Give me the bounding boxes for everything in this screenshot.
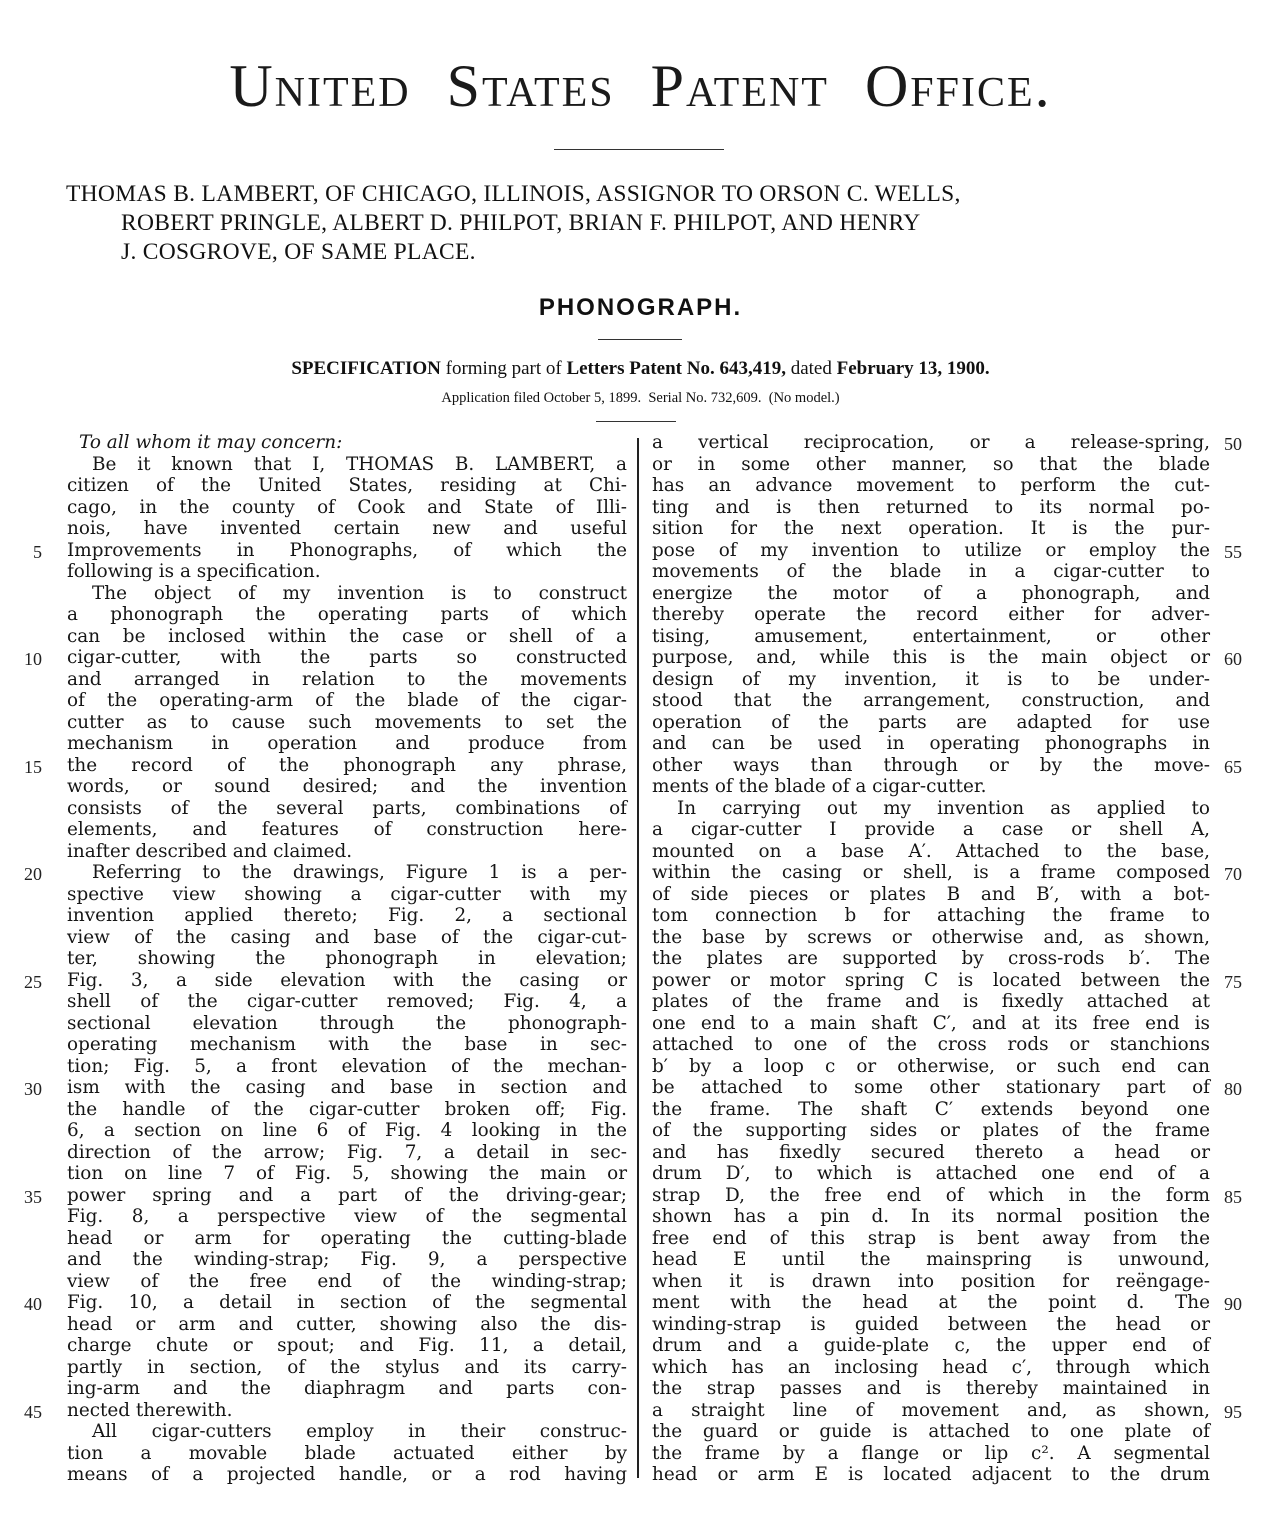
text-line: and the winding-strap; Fig. 9, a perspective bbox=[67, 1249, 627, 1270]
text-line: invention applied thereto; Fig. 2, a sectional bbox=[67, 905, 627, 926]
line-number: 95 bbox=[1224, 1401, 1242, 1422]
line-number: 45 bbox=[24, 1401, 42, 1422]
text-line: Fig. 3, a side elevation with the casing or bbox=[67, 969, 627, 991]
line-number: 15 bbox=[24, 756, 42, 777]
line-number: 85 bbox=[1224, 1186, 1242, 1207]
spec-label: SPECIFICATION bbox=[291, 358, 441, 379]
line-number: 40 bbox=[24, 1294, 42, 1314]
text-line: sectional elevation through the phonograph- bbox=[67, 1012, 627, 1034]
text-line: head E until the mainspring is unwound, bbox=[652, 1249, 1210, 1270]
text-line: view of the free end of the winding-strap; bbox=[67, 1270, 627, 1292]
title-word: Patent bbox=[650, 53, 829, 119]
text-line: be attached to some other stationary part of bbox=[652, 1077, 1210, 1098]
title-word: United bbox=[229, 53, 411, 119]
divider-rule bbox=[598, 339, 682, 340]
text-line: shown has a pin d. In its normal position the bbox=[652, 1206, 1210, 1227]
text-line: Referring to the drawings, Figure 1 is a per- bbox=[92, 862, 627, 883]
text-line: ment with the head at the point d. The bbox=[652, 1292, 1210, 1313]
divider-rule bbox=[554, 149, 724, 150]
text-line: Be it known that I, THOMAS B. LAMBERT, a bbox=[92, 453, 627, 475]
text-line: power spring and a part of the driving-gear; bbox=[67, 1184, 627, 1206]
text-line: ting and is then returned to its normal po- bbox=[652, 496, 1210, 518]
text-line: tion on line 7 of Fig. 5, showing the main or bbox=[67, 1163, 627, 1184]
text-line: All cigar-cutters employ in their construc- bbox=[92, 1421, 627, 1442]
text-line: means of a projected handle, or a rod having bbox=[67, 1464, 627, 1485]
text-line: The object of my invention is to construct bbox=[92, 582, 627, 604]
patent-date: February 13, 1900. bbox=[836, 358, 990, 379]
text-line: operating mechanism with the base in sec- bbox=[67, 1034, 627, 1055]
office-title bbox=[0, 52, 1281, 121]
text-line: of side pieces or plates B and B′, with a bot- bbox=[652, 883, 1210, 905]
text-line: design of my invention, it is to be under- bbox=[652, 668, 1210, 690]
text-line: within the casing or shell, is a frame composed bbox=[652, 862, 1210, 883]
text-line: head or arm for operating the cutting-blade bbox=[67, 1227, 627, 1249]
text-line: inafter described and claimed. bbox=[67, 840, 353, 862]
text-line: tising, amusement, entertainment, or other bbox=[652, 625, 1210, 647]
text-line: cutter as to cause such movements to set the bbox=[67, 711, 627, 733]
text-line: Fig. 10, a detail in section of the segmental bbox=[67, 1292, 627, 1313]
text-line: a phonograph the operating parts of which bbox=[67, 604, 627, 625]
text-line: purpose, and, while this is the main object or bbox=[652, 647, 1210, 668]
text-line: ter, showing the phonograph in elevation; bbox=[67, 948, 627, 969]
text-line: the record of the phonograph any phrase, bbox=[67, 754, 627, 776]
text-line: the frame. The shaft C′ extends beyond one bbox=[652, 1098, 1210, 1120]
text-line: ments of the blade of a cigar-cutter. bbox=[652, 776, 987, 797]
text-line: cigar-cutter, with the parts so constructed bbox=[67, 647, 627, 668]
text-line: when it is drawn into position for reëngage- bbox=[652, 1270, 1210, 1292]
text-line: movements of the blade in a cigar-cutter to bbox=[652, 561, 1210, 582]
text-line: and arranged in relation to the movements bbox=[67, 668, 627, 690]
text-line: 6, a section on line 6 of Fig. 4 looking in the bbox=[67, 1120, 627, 1141]
text-line: charge chute or spout; and Fig. 11, a detail, bbox=[67, 1335, 627, 1356]
line-number: 10 bbox=[24, 649, 42, 669]
invention-title: PHONOGRAPH. bbox=[538, 294, 743, 321]
text-line: a straight line of movement and, as shown, bbox=[652, 1399, 1210, 1421]
text-line: strap D, the free end of which in the form bbox=[652, 1184, 1210, 1206]
text-line: stood that the arrangement, construction, and bbox=[652, 690, 1210, 711]
text-line: the plates are supported by cross-rods b′. The bbox=[652, 948, 1210, 969]
patent-number: Letters Patent No. 643,419, bbox=[566, 358, 786, 379]
text-line: direction of the arrow; Fig. 7, a detail in sec- bbox=[67, 1141, 627, 1163]
line-number: 65 bbox=[1224, 756, 1242, 777]
text-line: drum D′, to which is attached one end of a bbox=[652, 1163, 1210, 1184]
inventors-line: J. COSGROVE, OF SAME PLACE. bbox=[121, 239, 476, 265]
text-line: or in some other manner, so that the blade bbox=[652, 453, 1210, 475]
text-line: view of the casing and base of the cigar-cut- bbox=[67, 926, 627, 948]
line-number: 60 bbox=[1224, 649, 1242, 669]
text-line: one end to a main shaft C′, and at its free end is bbox=[652, 1012, 1210, 1034]
text-line: head or arm and cutter, showing also the dis- bbox=[67, 1313, 627, 1335]
text-line: other ways than through or by the move- bbox=[652, 754, 1210, 776]
text-line: a vertical reciprocation, or a release-spring, bbox=[652, 432, 1210, 453]
line-number: 70 bbox=[1224, 864, 1242, 884]
right-column bbox=[652, 432, 1214, 1492]
text-line: Improvements in Phonographs, of which the bbox=[67, 539, 627, 561]
text-line: the handle of the cigar-cutter broken off; Fig. bbox=[67, 1098, 627, 1120]
text-line: b′ by a loop c or otherwise, or such end can bbox=[652, 1055, 1210, 1077]
text-line: nected therewith. bbox=[67, 1399, 233, 1421]
text-line: Fig. 8, a perspective view of the segmental bbox=[67, 1206, 627, 1227]
text-line: words, or sound desired; and the invention bbox=[67, 776, 627, 797]
text-line: citizen of the United States, residing at Chi- bbox=[67, 475, 627, 496]
text-line: head or arm E is located adjacent to the drum bbox=[652, 1464, 1210, 1485]
text-line: nois, have invented certain new and useful bbox=[67, 518, 627, 539]
line-number: 20 bbox=[24, 864, 42, 884]
text-line: free end of this strap is bent away from the bbox=[652, 1227, 1210, 1249]
inventors-line: ROBERT PRINGLE, ALBERT D. PHILPOT, BRIAN F. PHILPOT, AND HENRY bbox=[121, 210, 921, 236]
text-line: thereby operate the record either for adver- bbox=[652, 604, 1210, 625]
line-number: 35 bbox=[24, 1186, 42, 1207]
text-line: sition for the next operation. It is the pur- bbox=[652, 518, 1210, 539]
text-line: pose of my invention to utilize or employ the bbox=[652, 539, 1210, 561]
text-line: cago, in the county of Cook and State of Illi- bbox=[67, 496, 627, 518]
text-line: can be inclosed within the case or shell of a bbox=[67, 625, 627, 647]
text-line: spective view showing a cigar-cutter with my bbox=[67, 883, 627, 905]
text-line: tion; Fig. 5, a front elevation of the mechan- bbox=[67, 1055, 627, 1077]
text-line: tion a movable blade actuated either by bbox=[67, 1442, 627, 1464]
line-number: 50 bbox=[1224, 434, 1242, 454]
title-word: States bbox=[446, 53, 615, 119]
text-line: partly in section, of the stylus and its carry- bbox=[67, 1356, 627, 1378]
line-number: 5 bbox=[33, 541, 42, 562]
line-number: 55 bbox=[1224, 541, 1242, 562]
text-line: of the supporting sides or plates of the frame bbox=[652, 1120, 1210, 1141]
line-number: 90 bbox=[1224, 1294, 1242, 1314]
text-line: ing-arm and the diaphragm and parts con- bbox=[67, 1378, 627, 1399]
text-line: shell of the cigar-cutter removed; Fig. 4, a bbox=[67, 991, 627, 1012]
specification-line bbox=[0, 358, 1281, 380]
text-line: drum and a guide-plate c, the upper end of bbox=[652, 1335, 1210, 1356]
application-filed-line: Application filed October 5, 1899. Serial No. 732,609. (No model.) bbox=[441, 390, 840, 406]
left-column bbox=[67, 432, 629, 1492]
text-line: energize the motor of a phonograph, and bbox=[652, 582, 1210, 604]
text-line: the strap passes and is thereby maintained in bbox=[652, 1378, 1210, 1399]
line-number: 25 bbox=[24, 971, 42, 992]
text-line: ism with the casing and base in section and bbox=[67, 1077, 627, 1098]
text-line: winding-strap is guided between the head or bbox=[652, 1313, 1210, 1335]
text-line: attached to one of the cross rods or stanchions bbox=[652, 1034, 1210, 1055]
text-line: following is a specification. bbox=[67, 561, 321, 582]
text-line: the guard or guide is attached to one plate of bbox=[652, 1421, 1210, 1442]
column-divider bbox=[637, 438, 639, 1478]
line-number: 75 bbox=[1224, 971, 1242, 992]
text-line: which has an inclosing head c′, through which bbox=[652, 1356, 1210, 1378]
title-word: Office. bbox=[864, 53, 1052, 119]
text-line: mechanism in operation and produce from bbox=[67, 733, 627, 754]
text-line: the frame by a flange or lip c². A segmental bbox=[652, 1442, 1210, 1464]
text-line: has an advance movement to perform the cut- bbox=[652, 475, 1210, 496]
salutation: To all whom it may concern: bbox=[79, 432, 343, 453]
text-line: mounted on a base A′. Attached to the base, bbox=[652, 840, 1210, 862]
text-line: and can be used in operating phonographs in bbox=[652, 733, 1210, 754]
text-line: plates of the frame and is fixedly attached at bbox=[652, 991, 1210, 1012]
text-line: power or motor spring C is located between the bbox=[652, 969, 1210, 991]
text-line: a cigar-cutter I provide a case or shell A, bbox=[652, 819, 1210, 840]
line-number: 80 bbox=[1224, 1079, 1242, 1099]
divider-rule bbox=[596, 421, 676, 422]
text-line: the base by screws or otherwise and, as shown, bbox=[652, 926, 1210, 948]
text-line: operation of the parts are adapted for use bbox=[652, 711, 1210, 733]
text-line: tom connection b for attaching the frame to bbox=[652, 905, 1210, 926]
spec-text: forming part of bbox=[440, 358, 567, 379]
spec-text: dated bbox=[785, 358, 837, 379]
text-line: of the operating-arm of the blade of the cigar- bbox=[67, 690, 627, 711]
line-number: 30 bbox=[24, 1079, 42, 1099]
inventors-block bbox=[66, 180, 1226, 267]
text-line: and has fixedly secured thereto a head or bbox=[652, 1141, 1210, 1163]
text-line: In carrying out my invention as applied to bbox=[677, 797, 1210, 819]
text-line: elements, and features of construction here- bbox=[67, 819, 627, 840]
text-line: consists of the several parts, combinations of bbox=[67, 797, 627, 819]
inventors-line: THOMAS B. LAMBERT, OF CHICAGO, ILLINOIS, ASSIGNOR TO ORSON C. WELLS, bbox=[66, 181, 961, 207]
